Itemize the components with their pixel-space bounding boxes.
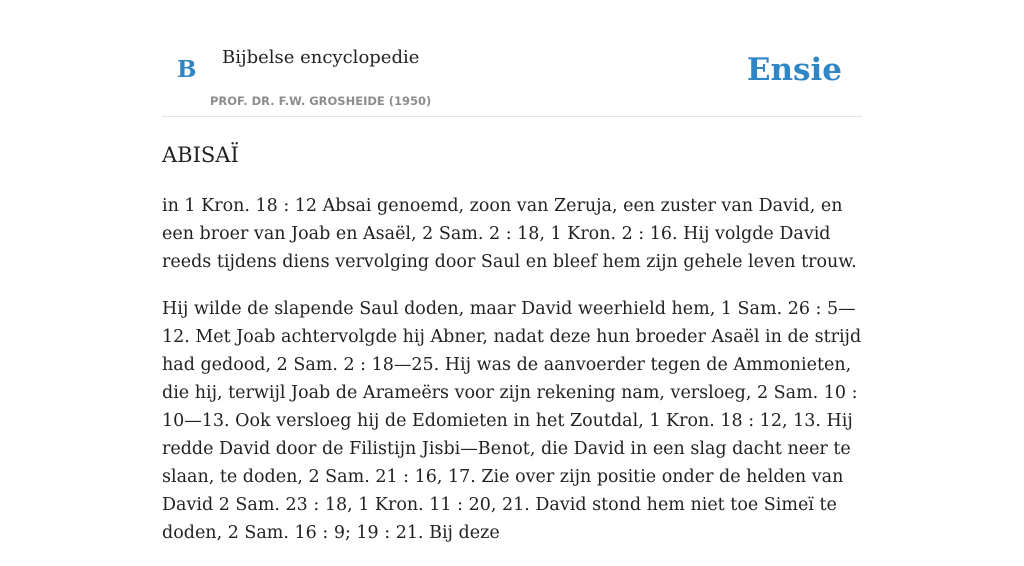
entry-paragraph: Hij wilde de slapende Saul doden, maar David weerhield hem, 1 Sam. 26 : 5—12. Met Joab achtervolgde hij Abner, nadat deze hun broeder Asaël in de strijd had gedood, 2 Sam. 2 : 18—25. Hij was de aanvoerder tegen de Ammonieten, die hij, terwijl Joab de Arameërs voor zijn rekening nam, versloeg, 2 Sam. 10 : 10—13. Ook versloeg hij de Edomieten in het Zoutdal, 1 Kron. 18 : 12, 13. Hij redde David door de Filistijn Jisbi—Benot, die David in een slag dacht neer te slaan, te doden, 2 Sam. 21 : 16, 17. Zie over zijn positie onder de helden van David 2 Sam. 23 : 18, 1 Kron. 11 : 20, 21. David stond hem niet toe Simeï te doden, 2 Sam. 16 : 9; 19 : 21. Bij deze: [162, 299, 862, 543]
book-title[interactable]: Bijbelse encyclopedie: [222, 47, 420, 68]
book-author: PROF. DR. F.W. GROSHEIDE (1950): [210, 94, 432, 108]
brand-logo[interactable]: Ensie: [746, 52, 842, 88]
book-logo[interactable]: B: [177, 56, 197, 83]
site-header: [162, 0, 862, 117]
entry-title: ABISAÏ: [162, 143, 239, 167]
entry-body: [162, 192, 862, 566]
entry-paragraph: in 1 Kron. 18 : 12 Absai genoemd, zoon van Zeruja, een zuster van David, en een broer van Joab en Asaël, 2 Sam. 2 : 18, 1 Kron. 2 : 16. Hij volgde David reeds tijdens diens vervolging door Saul en bleef hem zijn gehele leven trouw.: [162, 196, 857, 272]
